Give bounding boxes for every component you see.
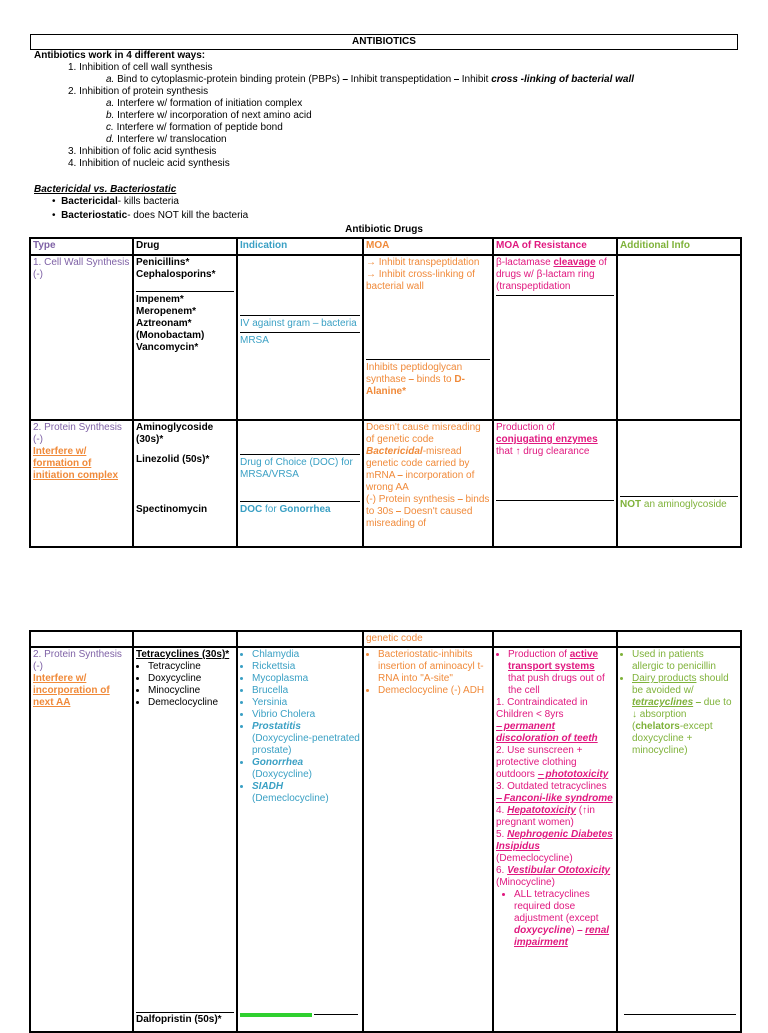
indication-item: • Vibrio Cholera — [252, 709, 360, 721]
drug-item: Impenem* — [136, 294, 184, 305]
indication-item: • Rickettsia — [252, 661, 360, 673]
row3-additional — [617, 647, 741, 1032]
divider — [620, 496, 738, 497]
note: (Doxycycline) — [252, 769, 313, 780]
note: (Doxycycline-penetrated prostate) — [252, 733, 360, 756]
emph: NOT — [620, 499, 642, 510]
document-title: ANTIBIOTICS — [30, 34, 738, 50]
cont-type — [30, 631, 133, 647]
row1-drugs — [133, 255, 237, 420]
indication-item — [252, 757, 360, 781]
intro-item-3: 3. Inhibition of folic acid synthesis — [68, 146, 217, 157]
resistance-item — [514, 889, 614, 949]
row1-type: 1. Cell Wall Synthesis (-) — [30, 255, 133, 420]
cont-additional — [617, 631, 741, 647]
intro-sub1-emph: cross -linking of bacterial wall — [491, 74, 635, 85]
row1-moa — [363, 255, 493, 420]
emph: Hepatotoxicity — [507, 805, 577, 816]
row1-additional — [617, 255, 741, 420]
emph: Bactericidal — [366, 446, 423, 457]
text: (↑in pregnant women) — [496, 805, 595, 828]
row2-moa — [363, 420, 493, 547]
text: Interfere w/ translocation — [117, 134, 227, 145]
divider — [240, 315, 360, 316]
indication-item — [252, 721, 360, 757]
header-drug: Drug — [133, 238, 237, 255]
text: 2. Use sunscreen + protective clothing outdoors — [496, 745, 583, 780]
bvb-item-2: • Bacteriostatic- does NOT kill the bacteria — [52, 210, 249, 221]
drug-item: • Minocycline — [148, 685, 234, 697]
text: 3. Outdated tetracyclines — [496, 781, 607, 792]
intro-sub1-prefix: a. — [106, 74, 115, 85]
text: 2. Protein Synthesis (-) — [33, 649, 122, 672]
divider — [624, 1014, 736, 1015]
moa-text: (-) Protein synthesis ⎯ binds to 30s ⎯ Doesn't caused misreading of — [366, 494, 490, 529]
drug-item: Vancomycin* — [136, 342, 199, 353]
drug-item: • Doxycycline — [148, 673, 234, 685]
text: an aminoglycoside — [641, 499, 727, 510]
drug-item: Dalfopristin (50s)* — [136, 1014, 222, 1025]
text: -except doxycycline + minocycline) — [632, 721, 713, 756]
text: (Minocycline) — [496, 877, 555, 888]
highlight-bar — [240, 1013, 312, 1017]
row2-type — [30, 420, 133, 547]
divider — [240, 454, 360, 455]
header-indication: Indication — [237, 238, 363, 255]
text: Interfere w/ formation of peptide bond — [116, 122, 283, 133]
text: Interfere w/ formation of initiation complex — [117, 98, 303, 109]
emph: D-Alanine* — [366, 374, 465, 397]
row3-indication — [237, 647, 363, 1032]
drug-item: (Monobactam) — [136, 330, 205, 341]
moa-text: → Inhibit transpeptidation → Inhibit cross-linking of bacterial wall — [366, 257, 480, 292]
row3-type — [30, 647, 133, 1032]
intro-item-1: 1. Inhibition of cell wall synthesis — [68, 62, 213, 73]
text: that ↑ drug clearance — [496, 446, 590, 457]
text: -misread genetic code carried by mRNA ⎯ incorporation of wrong AA — [366, 446, 475, 493]
indication-item — [252, 781, 360, 805]
drug-item: Aztreonam* — [136, 318, 192, 329]
emph: Dairy products — [632, 673, 697, 684]
intro-sub2-b — [106, 110, 312, 122]
moa-text: Doesn't cause misreading of genetic code — [366, 422, 481, 445]
text: should be avoided w/ — [632, 673, 729, 696]
row3-resistance — [493, 647, 617, 1032]
text: ALL tetracyclines required dose adjustment (except — [514, 889, 599, 924]
divider — [136, 1012, 234, 1013]
indication-item: IV against gram – bacteria — [240, 318, 357, 329]
divider — [136, 291, 234, 292]
moa-item: • Bacteriostatic-inhibits insertion of aminoacyl t-RNA into "A-site" — [378, 649, 490, 685]
text: Production of — [496, 422, 555, 433]
indication-item: • Brucella — [252, 685, 360, 697]
term: Bactericidal — [61, 196, 118, 207]
table-header-row — [30, 238, 741, 255]
intro-heading: Antibiotics work in 4 different ways: — [34, 50, 206, 61]
row3-moa — [363, 647, 493, 1032]
text: β-lactamase — [496, 257, 554, 268]
text: Inhibits peptidoglycan synthase ⎯ binds to — [366, 362, 463, 385]
indication-item: • Yersinia — [252, 697, 360, 709]
row1-indication — [237, 255, 363, 420]
term: Bacteriostatic — [61, 210, 128, 221]
header-type: Type — [30, 238, 133, 255]
emph: Gonorrhea — [279, 504, 331, 515]
def: - does NOT kill the bacteria — [127, 210, 249, 221]
cont-drug — [133, 631, 237, 647]
moa-text-2 — [366, 362, 490, 398]
table-row — [30, 647, 741, 1032]
emph: conjugating enzymes — [496, 434, 598, 445]
emph: Gonorrhea — [252, 757, 304, 768]
resistance-line: 1. Contraindicated in Children < 8yrs — [496, 697, 588, 720]
moa-item: • Demeclocycline (-) ADH — [378, 685, 490, 697]
text: 5. — [496, 829, 508, 840]
drug-item: • Tetracycline — [148, 661, 234, 673]
header-resistance: MOA of Resistance — [493, 238, 617, 255]
text: 2. Protein Synthesis (-) — [33, 422, 122, 445]
table-row — [30, 255, 741, 420]
drug-head: Tetracyclines (30s)* — [136, 649, 230, 660]
emph: Vestibular Ototoxicity — [507, 865, 611, 876]
text: of drugs w/ β-lactam ring (transpeptidation — [496, 257, 607, 292]
indication-item: • Mycoplasma — [252, 673, 360, 685]
additional-item: • Used in patients allergic to penicillin — [632, 649, 738, 673]
text: Interfere w/ incorporation of next amino acid — [117, 110, 312, 121]
table-row — [30, 420, 741, 547]
header-additional: Additional Info — [617, 238, 741, 255]
prefix: d. — [106, 134, 115, 145]
intro-sub2-a — [106, 98, 302, 110]
row2-drugs — [133, 420, 237, 547]
row2-indication — [237, 420, 363, 547]
emph: Nephrogenic Diabetes Insipidus — [496, 829, 613, 852]
drug-item: Meropenem* — [136, 306, 197, 317]
resistance-item — [508, 649, 614, 697]
emph: ⎯ phototoxicity — [537, 769, 609, 780]
text: ) ⎯ — [571, 925, 586, 936]
emph: chelators — [635, 721, 680, 732]
def: - kills bacteria — [117, 196, 179, 207]
table-title: Antibiotic Drugs — [345, 224, 423, 235]
row2-additional — [617, 420, 741, 547]
note: (Demeclocycline) — [252, 793, 329, 804]
row3-drugs — [133, 647, 237, 1032]
bvb-item-1: • Bactericidal- kills bacteria — [52, 196, 179, 207]
divider — [240, 501, 360, 502]
text: ⎯ due to ↓ absorption ( — [632, 697, 732, 732]
divider — [240, 332, 360, 333]
emph: tetracyclines — [632, 697, 694, 708]
intro-sub2-d — [106, 134, 227, 146]
prefix: a. — [106, 98, 115, 109]
prefix: b. — [106, 110, 115, 121]
text: 6. — [496, 865, 508, 876]
table-row-continued — [30, 631, 741, 647]
emph: ⎯ permanent discoloration of teeth — [496, 721, 598, 744]
additional-item — [632, 673, 738, 757]
emph: doxycycline — [514, 925, 572, 936]
indication-item: Drug of Choice (DOC) for MRSA/VRSA — [240, 457, 353, 480]
intro-sub1 — [106, 74, 634, 86]
intro-sub1-text: Bind to cytoplasmic-protein binding protein (PBPs) ⎯ Inhibit transpeptidation ⎯ Inhibit — [117, 74, 492, 85]
emph: Prostatitis — [252, 721, 301, 732]
emph: SIADH — [252, 781, 284, 792]
cont-resistance — [493, 631, 617, 647]
cont-moa: genetic code — [363, 631, 493, 647]
emph: renal impairment — [514, 925, 610, 948]
divider — [314, 1014, 358, 1015]
cont-indication — [237, 631, 363, 647]
intro-item-2: 2. Inhibition of protein synthesis — [68, 86, 209, 97]
row1-resistance — [493, 255, 617, 420]
intro-sub2-c — [106, 122, 283, 134]
drug-item: Cephalosporins* — [136, 269, 216, 280]
row2-resistance — [493, 420, 617, 547]
header-moa: MOA — [363, 238, 493, 255]
emph: cleavage — [553, 257, 596, 268]
drug-item: Spectinomycin — [136, 504, 208, 515]
emph: active transport systems — [508, 649, 599, 672]
antibiotic-table-1 — [29, 237, 742, 548]
drug-item: Penicillins* — [136, 257, 190, 268]
indication-item: MRSA — [240, 335, 269, 346]
text: for — [262, 504, 280, 515]
emph: Interfere w/ incorporation of next AA — [33, 673, 110, 708]
divider — [366, 359, 490, 360]
text: Production of — [508, 649, 570, 660]
bvb-heading: Bactericidal vs. Bacteriostatic — [34, 184, 177, 195]
emph: DOC — [240, 504, 263, 515]
drug-item: Aminoglycoside (30s)* — [136, 422, 214, 445]
drug-item: Linezolid (50s)* — [136, 454, 210, 465]
text: 4. — [496, 805, 508, 816]
drug-item: • Demeclocycline — [148, 697, 234, 709]
text: that push drugs out of the cell — [508, 673, 605, 696]
divider — [496, 295, 614, 296]
intro-item-4: 4. Inhibition of nucleic acid synthesis — [68, 158, 230, 169]
divider — [496, 500, 614, 501]
indication-item: • Chlamydia — [252, 649, 360, 661]
antibiotic-table-2 — [29, 630, 742, 1033]
emph: ⎯ Fanconi-like syndrome — [496, 793, 613, 804]
text: (Demeclocycline) — [496, 853, 573, 864]
prefix: c. — [106, 122, 114, 133]
emph: Interfere w/ formation of initiation complex — [33, 446, 119, 481]
